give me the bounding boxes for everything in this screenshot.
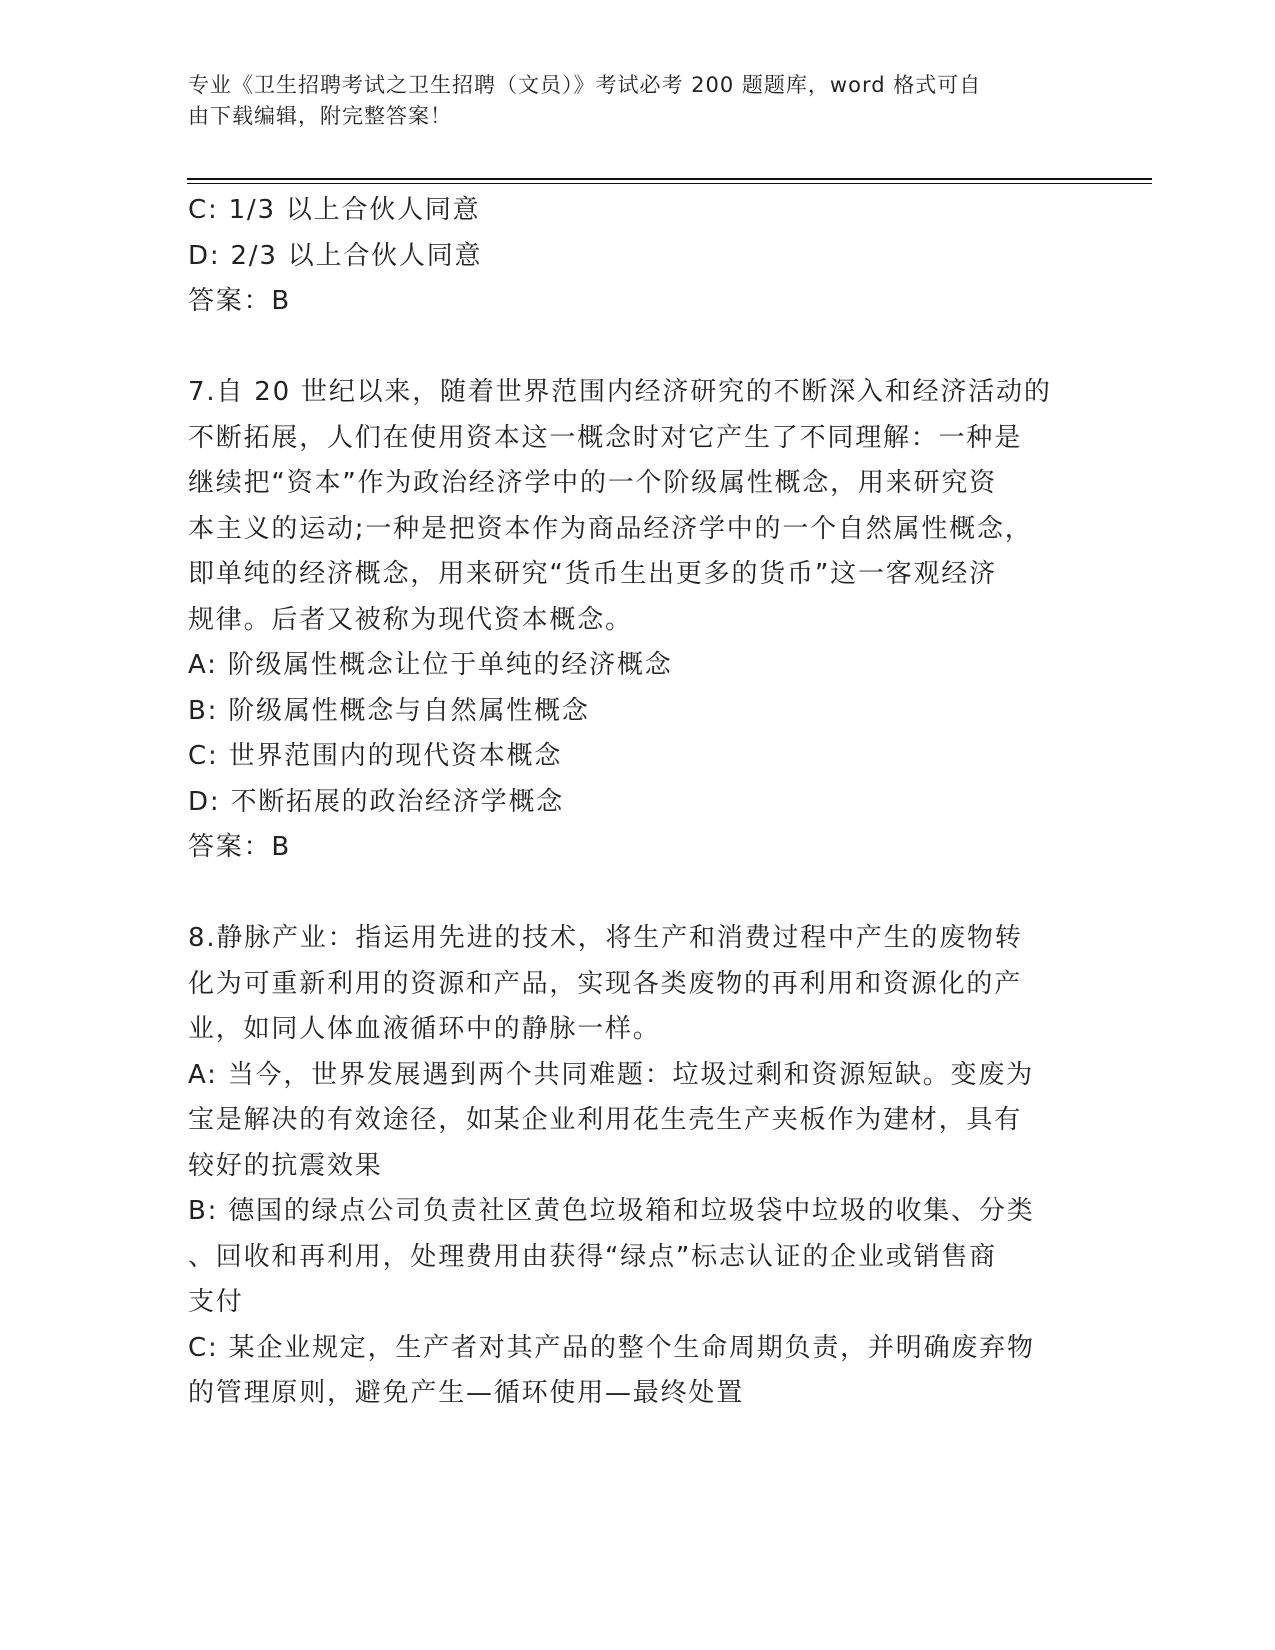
q7-text-line: 即单纯的经济概念，用来研究“货币生出更多的货币”这一客观经济 [188, 559, 997, 589]
spacer [188, 871, 1088, 917]
header-line-2: 由下载编辑，附完整答案！ [188, 104, 452, 128]
q8-option-b-line: 、回收和再利用，处理费用由获得“绿点”标志认证的企业或销售商 [188, 1241, 997, 1272]
q8-text-line: 8.静脉产业：指运用先进的技术，将生产和消费过程中产生的废物转 [188, 923, 1023, 953]
q7-text-line: 不断拓展，人们在使用资本这一概念时对它产生了不同理解：一种是 [188, 422, 1023, 453]
header-divider-thick [187, 178, 1152, 180]
q7-text-line: 规律。后者又被称为现代资本概念。 [188, 604, 633, 635]
spacer [188, 325, 1088, 371]
question-6-tail [188, 188, 1088, 325]
q7-option-d: D: 不断拓展的政治经济学概念 [188, 786, 565, 817]
question-content [188, 188, 1088, 1417]
q7-text-line: 7.自 20 世纪以来，随着世界范围内经济研究的不断深入和经济活动的 [188, 377, 1052, 407]
question-7 [188, 370, 1088, 871]
page-header [188, 70, 1068, 132]
q7-answer: 答案：B [188, 832, 292, 862]
q8-option-a-line: A: 当今，世界发展遇到两个共同难题：垃圾过剩和资源短缺。变废为 [188, 1059, 1034, 1090]
q8-option-c-line: C: 某企业规定，生产者对其产品的整个生命周期负责，并明确废弃物 [188, 1332, 1035, 1363]
q6-option-c: C: 1/3 以上合伙人同意 [188, 195, 481, 225]
header-divider-thin [187, 183, 1152, 184]
q7-text-line: 本主义的运动;一种是把资本作为商品经济学中的一个自然属性概念， [188, 513, 1033, 544]
q6-option-d: D: 2/3 以上合伙人同意 [188, 240, 483, 271]
question-8 [188, 916, 1088, 1417]
q7-option-b: B: 阶级属性概念与自然属性概念 [188, 695, 590, 726]
q7-option-c: C: 世界范围内的现代资本概念 [188, 741, 563, 771]
header-line-1: 专业《卫生招聘考试之卫生招聘（文员）》考试必考 200 题题库，word 格式可自 [188, 73, 982, 97]
q8-text-line: 业，如同人体血液循环中的静脉一样。 [188, 1014, 661, 1044]
q8-option-a-line: 宝是解决的有效途径，如某企业利用花生壳生产夹板作为建材，具有 [188, 1105, 1023, 1135]
q7-option-a: A: 阶级属性概念让位于单纯的经济概念 [188, 650, 673, 680]
q7-text-line: 继续把“资本”作为政治经济学中的一个阶级属性概念，用来研究资 [188, 468, 997, 498]
q6-answer: 答案：B [188, 286, 292, 316]
q8-option-b-line: 支付 [188, 1287, 244, 1317]
q8-text-line: 化为可重新利用的资源和产品，实现各类废物的再利用和资源化的产 [188, 968, 1023, 999]
q8-option-c-line: 的管理原则，避免产生—循环使用—最终处置 [188, 1378, 745, 1408]
q8-option-b-line: B: 德国的绿点公司负责社区黄色垃圾箱和垃圾袋中垃圾的收集、分类 [188, 1196, 1035, 1226]
q8-option-a-line: 较好的抗震效果 [188, 1150, 383, 1181]
